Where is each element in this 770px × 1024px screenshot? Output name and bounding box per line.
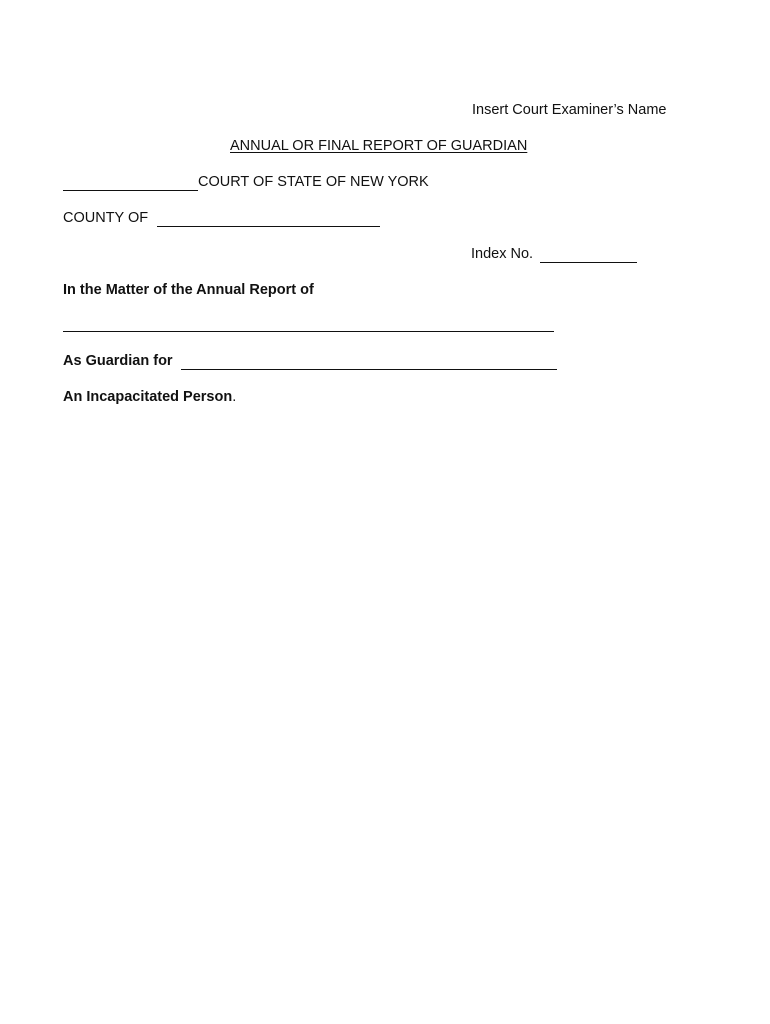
- court-line-label: COURT OF STATE OF NEW YORK: [198, 174, 429, 190]
- incapacitated-person-line: [63, 388, 236, 406]
- matter-heading: In the Matter of the Annual Report of: [63, 282, 314, 298]
- court-name-blank[interactable]: [63, 190, 198, 191]
- incapacitated-person-period: .: [232, 389, 237, 405]
- court-examiner-name-label: Insert Court Examiner’s Name: [472, 102, 667, 118]
- county-label: COUNTY OF: [63, 210, 149, 226]
- county-blank[interactable]: [157, 226, 380, 227]
- incapacitated-person-name-blank[interactable]: [181, 369, 557, 370]
- index-number-blank[interactable]: [540, 262, 637, 263]
- index-number-label: Index No.: [471, 246, 534, 262]
- incapacitated-person-text: An Incapacitated Person: [63, 389, 233, 405]
- guardian-for-label: As Guardian for: [63, 353, 173, 369]
- guardian-name-blank[interactable]: [63, 331, 554, 332]
- report-title: ANNUAL OR FINAL REPORT OF GUARDIAN: [230, 138, 528, 154]
